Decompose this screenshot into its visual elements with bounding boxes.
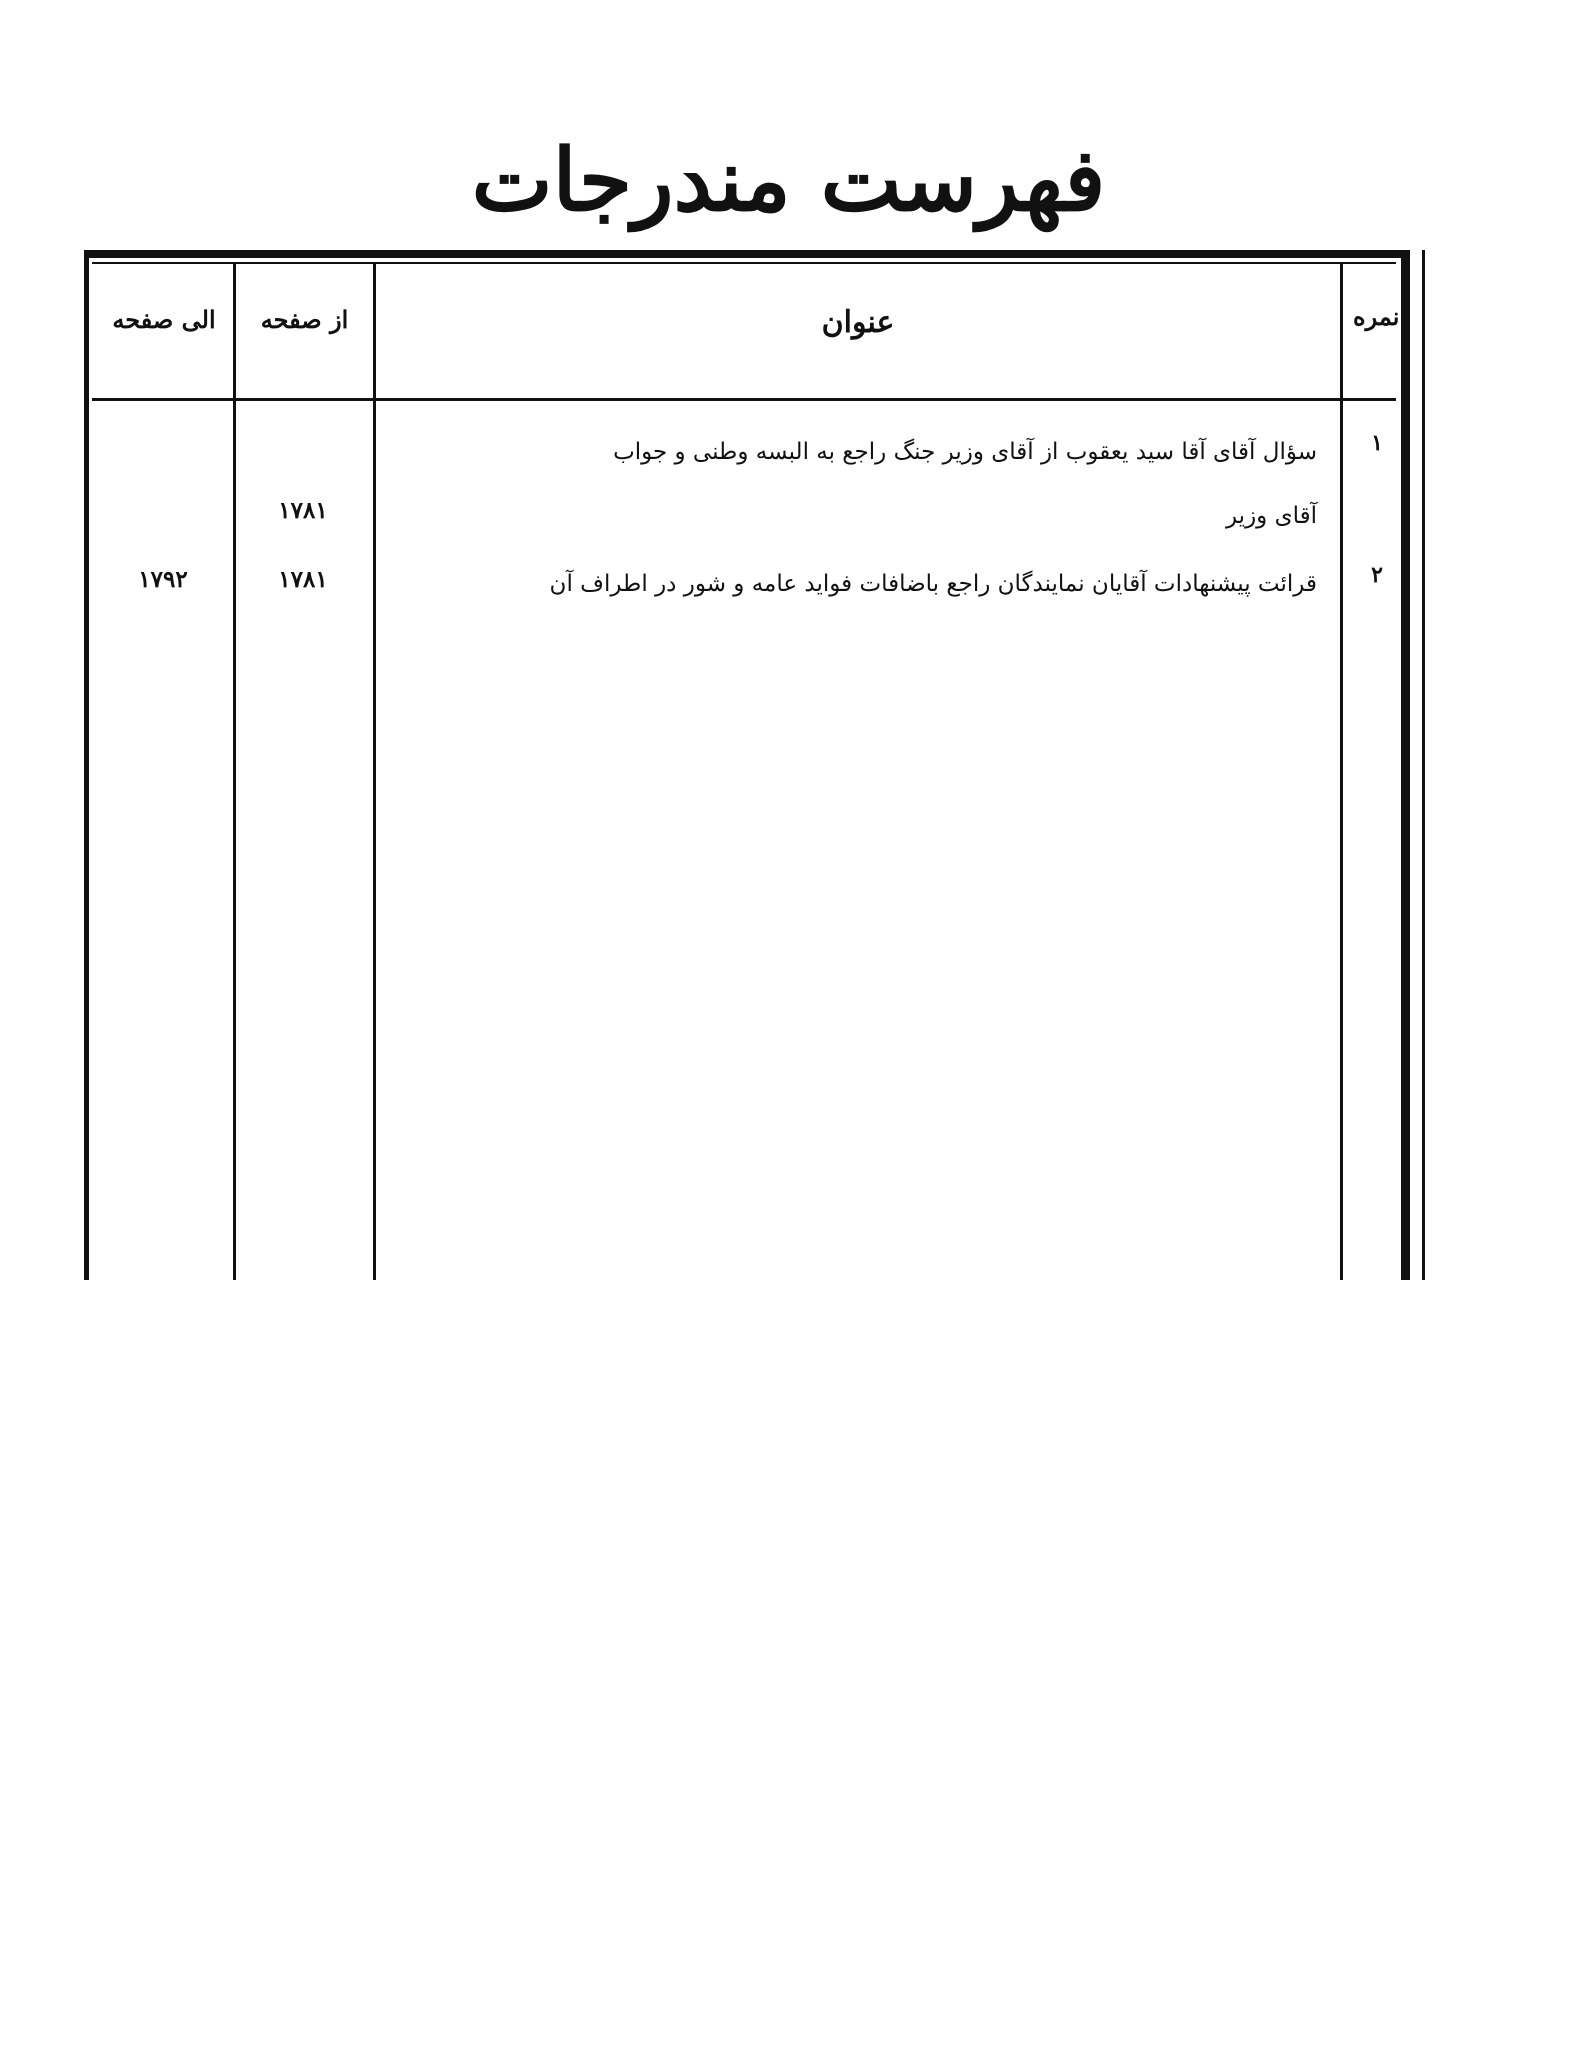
row-subject-line: آقای وزیر <box>1225 503 1317 529</box>
header-subject: عنوان <box>821 305 895 340</box>
column-divider-number <box>1340 262 1343 1280</box>
column-divider-subject <box>373 262 376 1280</box>
table-frame <box>84 250 1410 1280</box>
row-from-page: ۱۷۸۱ <box>278 566 328 593</box>
row-to-page: ۱۷۹۲ <box>138 566 188 593</box>
table-inner-top-rule <box>92 262 1396 264</box>
table-outer-right-rule <box>1422 250 1425 1280</box>
row-number: ۲ <box>1371 562 1383 588</box>
row-from-page: ۱۷۸۱ <box>278 497 328 524</box>
page-title: فهرست مندرجات <box>471 130 1106 231</box>
header-from-page: از صفحه <box>260 305 349 334</box>
header-rule <box>92 398 1396 401</box>
column-divider-from-page <box>233 262 236 1280</box>
header-number: نمره <box>1353 302 1400 331</box>
header-to-page: الی صفحه <box>112 305 216 334</box>
row-number: ۱ <box>1371 430 1383 456</box>
row-subject-line: سؤال آقای آقا سید یعقوب از آقای وزیر جنگ راجع به البسه وطنی و جواب <box>613 439 1317 465</box>
row-subject-line: قرائت پیشنهادات آقایان نمایندگان راجع باضافات فواید عامه و شور در اطراف آن <box>549 571 1317 597</box>
